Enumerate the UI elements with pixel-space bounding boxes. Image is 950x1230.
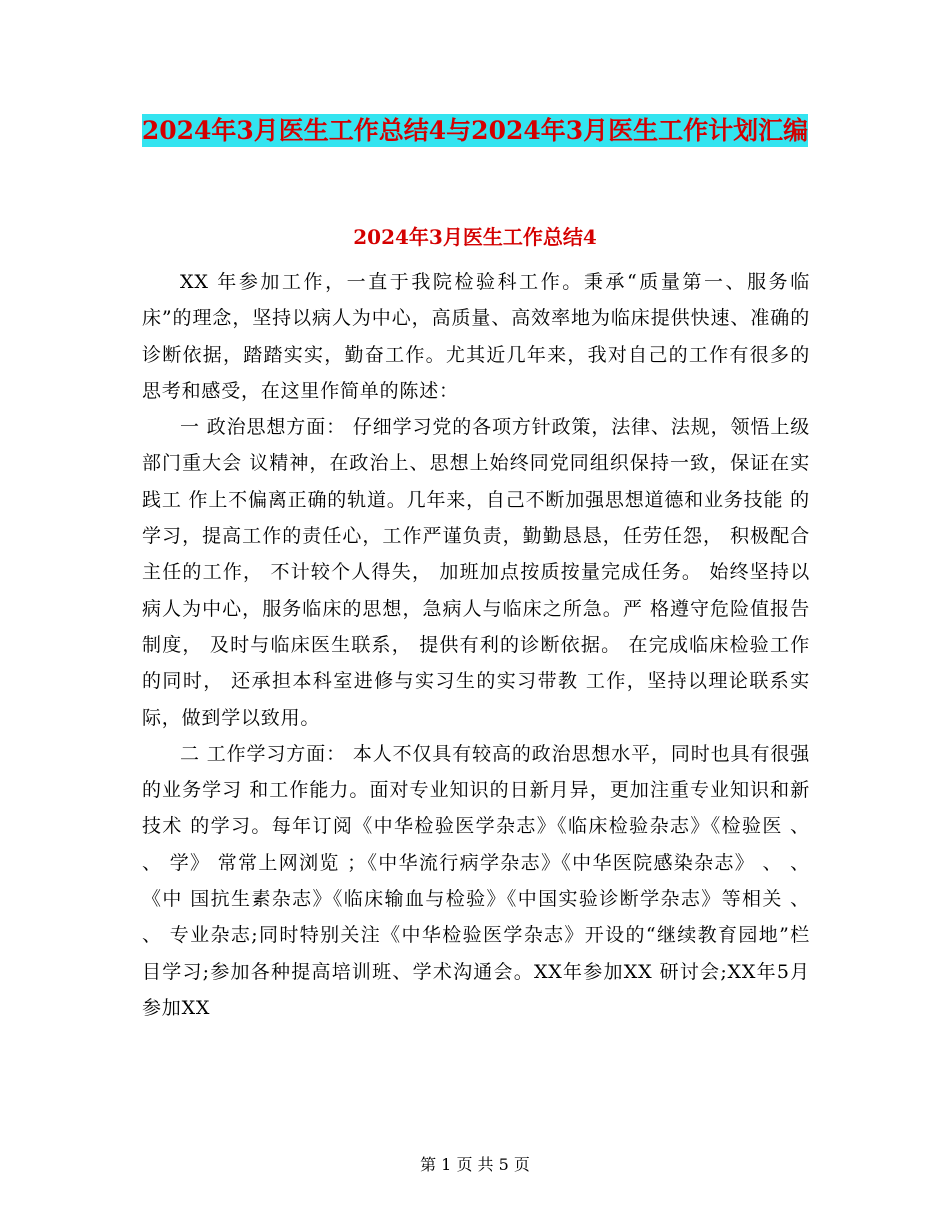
paragraph-political-thought: 一 政治思想方面： 仔细学习党的各项方针政策，法律、法规，领悟上级部门重大会 议精神，在政治上、思想上始终同党同组织保持一致，保证在实践工 作上不偏离正确的轨道。几年来，自己不断加强思想道德和业务技能 的学习，提高工作的责任心，工作严谨负责，勤勤恳恳，任劳任怨， 积极配合主任的工作， 不计较个人得失， 加班加点按质按量完成任务。 始终坚持以病人为中心，服务临床的思想，急病人与临床之所急。严 格遵守危险值报告制度， 及时与临床医生联系， 提供有利的诊断依据。 在完成临床检验工作的同时， 还承担本科室进修与实习生的实习带教 工作，坚持以理论联系实际，做到学以致用。 (142, 416, 810, 729)
document-title (140, 108, 810, 154)
document-body (142, 264, 817, 1026)
page-footer: 第 1 页 共 5 页 (420, 1155, 530, 1174)
paragraph-intro: XX 年参加工作，一直于我院检验科工作。秉承“质量第一、服务临床”的理念，坚持以病人为中心，高质量、高效率地为临床提供快速、准确的诊断依据，踏踏实实，勤奋工作。尤其近几年来，我对自己的工作有很多的思考和感受，在这里作简单的陈述： (142, 271, 810, 402)
document-title-highlight: 2024年3月医生工作总结4与2024年3月医生工作计划汇编 (141, 116, 809, 145)
section-title: 2024年3月医生工作总结4 (353, 225, 597, 249)
paragraph-work-study: 二 工作学习方面： 本人不仅具有较高的政治思想水平，同时也具有很强的业务学习 和工作能力。面对专业知识的日新月异，更加注重专业知识和新技术 的学习。每年订阅《中华检验医学杂志》《临床检验杂志》《检验医 、 、 学》 常常上网浏览 ；《中华流行病学杂志》《中华医院感染杂志》 、 、 《中 国抗生素杂志》《临床输血与检验》《中国实验诊断学杂志》等相关 、 、 专业杂志;同时特别关注《中华检验医学杂志》开设的“继续教育园地”栏目学习;参加各种提高培训班、学术沟通会。XX年参加XX 研讨会;XX年5月参加XX (142, 742, 817, 1019)
